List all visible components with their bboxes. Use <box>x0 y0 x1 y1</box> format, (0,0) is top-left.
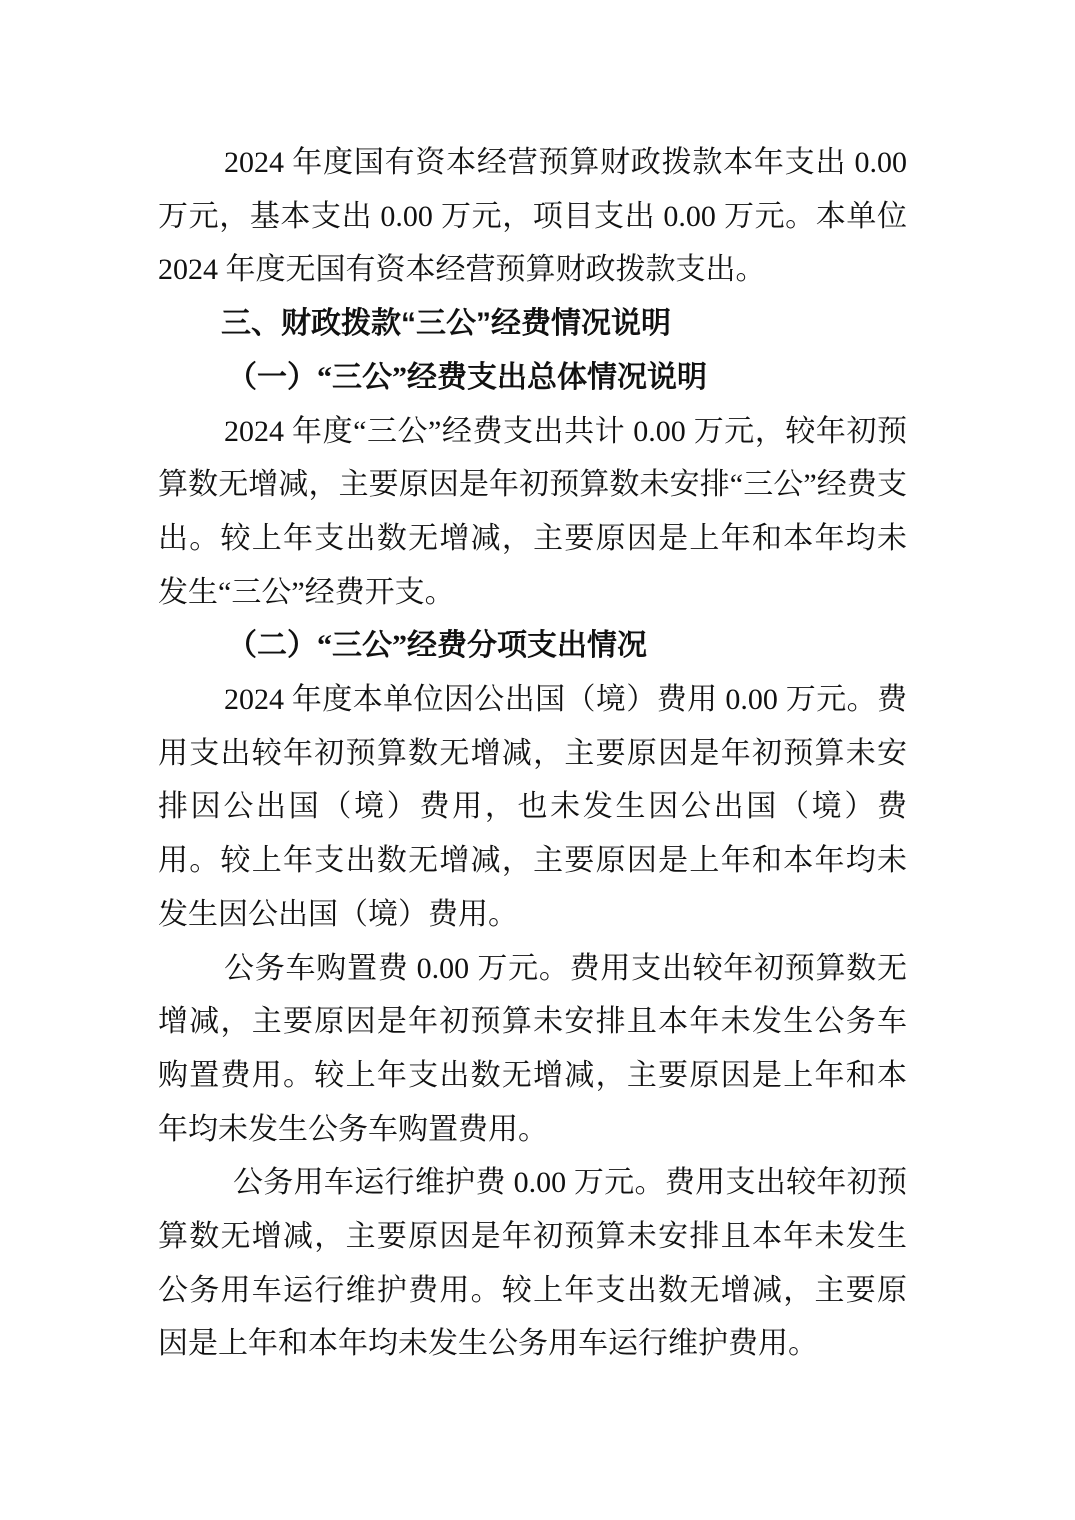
para-overall-expenditure-detail: 2024 年度“三公”经费支出共计 0.00 万元，较年初预算数无增减，主要原因是年初预算数未安排“三公”经费支出。较上年支出数无增减，主要原因是上年和本年均未发生“三公”经费开支。 <box>158 414 907 609</box>
para-official-vehicle-purchase: 公务车购置费 0.00 万元。费用支出较年初预算数无增减，主要原因是年初预算未安排且本年未发生公务车购置费用。较上年支出数无增减，主要原因是上年和本年均未发生公务车购置费用。 <box>158 951 907 1146</box>
subheading-itemized-expenditure: （二）“三公”经费分项支出情况 <box>227 629 647 663</box>
subheading-overall-expenditure: （一）“三公”经费支出总体情况说明 <box>227 360 707 394</box>
para-state-capital-budget-expenditure: 2024 年度国有资本经营预算财政拨款本年支出 0.00 万元，基本支出 0.00 万元，项目支出 0.00 万元。本单位 2024 年度无国有资本经营预算财政拨款支出。 <box>158 146 907 287</box>
heading-three-public-funds-section: 三、财政拨款“三公”经费情况说明 <box>221 307 671 341</box>
para-official-vehicle-maintenance: 公务用车运行维护费 0.00 万元。费用支出较年初预算数无增减，主要原因是年初预算未安排且本年未发生公务用车运行维护费用。较上年支出数无增减，主要原因是上年和本年均未发生公务用车运行维护费用。 <box>158 1166 907 1361</box>
para-overseas-travel-expense: 2024 年度本单位因公出国（境）费用 0.00 万元。费用支出较年初预算数无增减，主要原因是年初预算未安排因公出国（境）费用，也未发生因公出国（境）费用。较上年支出数无增减，主要原因是上年和本年均未发生因公出国（境）费用。 <box>158 683 907 931</box>
